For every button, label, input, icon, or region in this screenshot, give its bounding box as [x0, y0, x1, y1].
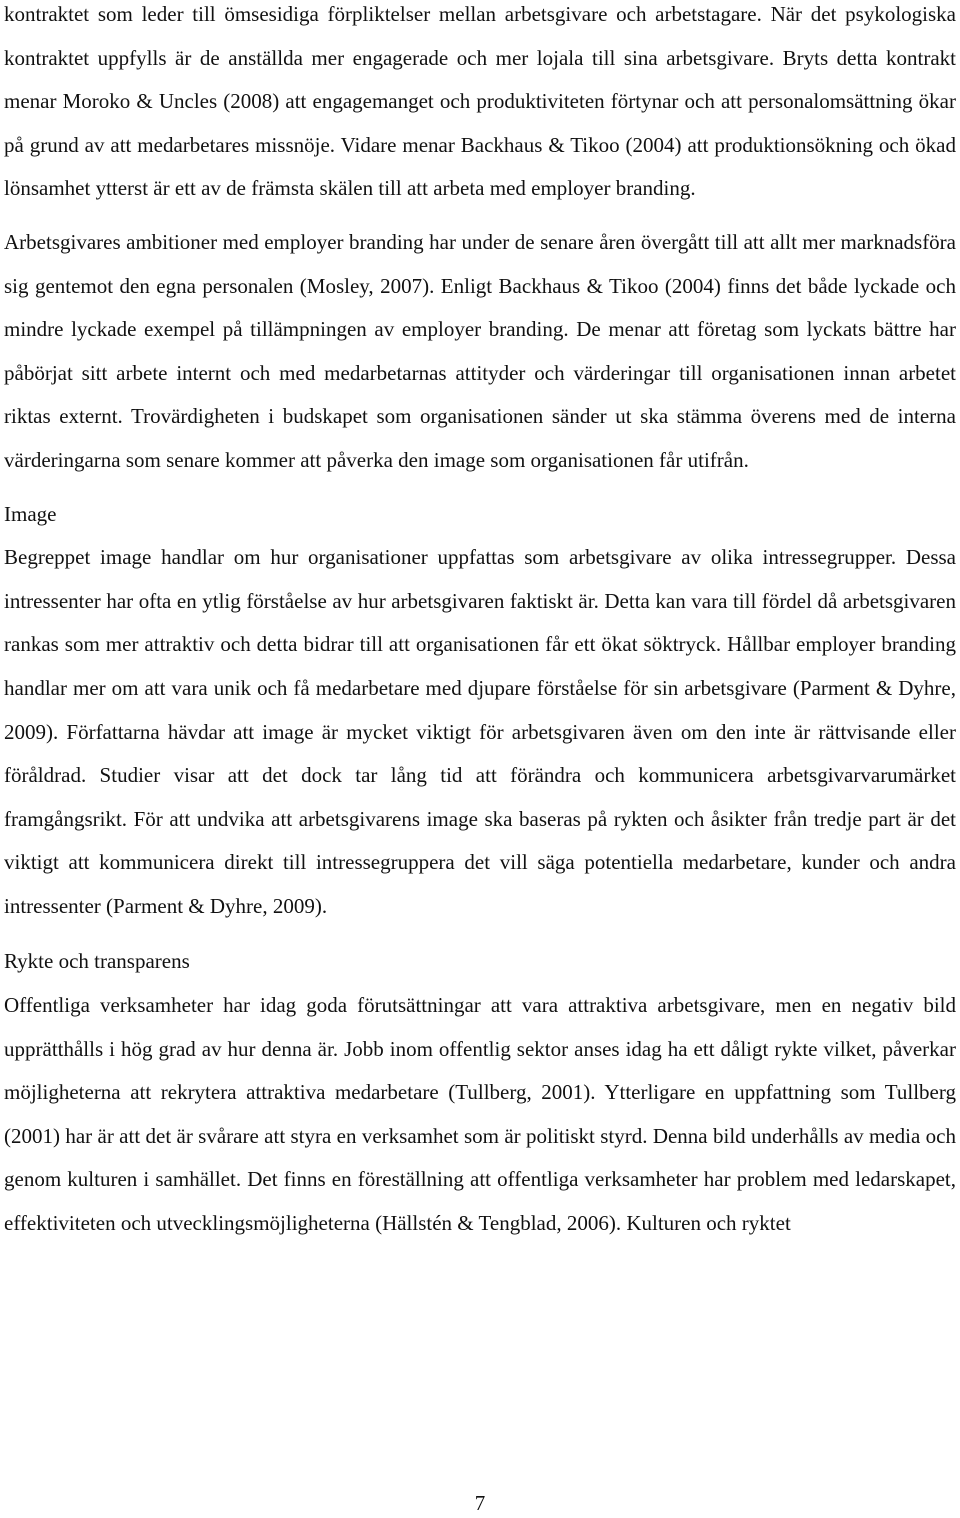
- paragraph-arbetsgivares-ambitioner: Arbetsgivares ambitioner med employer branding har under de senare åren övergått till att allt mer marknadsföra sig gentemot den egna personalen (Mosley, 2007). Enligt Backhaus & Tikoo (2004) finns det både lyckade och mindre lyckade exempel på tillämpningen av employer branding. De menar att företag som lyckats bättre har påbörjat sitt arbete internt och med medarbetarnas attityder och värderingar till organisationen innan arbetet riktas externt. Trovärdigheten i budskapet som organisationen sänder ut ska stämma överens med de interna värderingarna som senare kommer att påverka den image som organisationen får utifrån.: [4, 229, 956, 472]
- page-number: 7: [474, 1491, 486, 1515]
- section-heading-image: Image: [4, 501, 57, 526]
- paragraph-psykologiska-kontraktet: kontraktet som leder till ömsesidiga förpliktelser mellan arbetsgivare och arbetstagare. När det psykologiska kontraktet uppfylls är de anställda mer engagerade och mer lojala till sina arbetsgivare. Bryts detta kontrakt menar Moroko & Uncles (2008) att engagemanget och produktiviteten förtynar och att personalomsättning ökar på grund av att medarbetares missnöje. Vidare menar Backhaus & Tikoo (2004) att produktionsökning och ökad lönsamhet ytterst är ett av de främsta skälen till att arbeta med employer branding.: [4, 2, 956, 201]
- document-page: [4, 0, 956, 1246]
- paragraph-image: Begreppet image handlar om hur organisationer uppfattas som arbetsgivare av olika intressegrupper. Dessa intressenter har ofta en ytlig förståelse av hur arbetsgivaren faktiskt är. Detta kan vara till fördel då arbetsgivaren rankas som mer attraktiv och detta bidrar till att organisationen får ett ökat söktryck. Hållbar employer branding handlar mer om att vara unik och få medarbetare med djupare förståelse för sin arbetsgivare (Parment & Dyhre, 2009). Författarna hävdar att image är mycket viktigt för arbetsgivaren även om den inte är rättvisande eller föråldrad. Studier visar att det dock tar lång tid att förändra och kommunicera arbetsgivarvarumärket framgångsrikt. För att undvika att arbetsgivarens image ska baseras på rykten och åsikter från tredje part är det viktigt att kommunicera direkt till intressegruppera det vill säga potentiella medarbetare, kunder och andra intressenter (Parment & Dyhre, 2009).: [4, 545, 956, 918]
- paragraph-rykte: Offentliga verksamheter har idag goda förutsättningar att vara attraktiva arbetsgivare, men en negativ bild upprätthålls i hög grad av hur denna är. Jobb inom offentlig sektor anses idag ha ett dåligt rykte vilket, påverkar möjligheterna att rekrytera attraktiva medarbetare (Tullberg, 2001). Ytterligare en uppfattning som Tullberg (2001) har är att det är svårare att styra en verksamhet som är politiskt styrd. Denna bild underhålls av media och genom kulturen i samhället. Det finns en föreställning att offentliga verksamheter har problem med ledarskapet, effektiviteten och utvecklingsmöjligheterna (Hällstén & Tengblad, 2006). Kulturen och ryktet: [4, 993, 956, 1236]
- section-heading-rykte: Rykte och transparens: [4, 949, 190, 974]
